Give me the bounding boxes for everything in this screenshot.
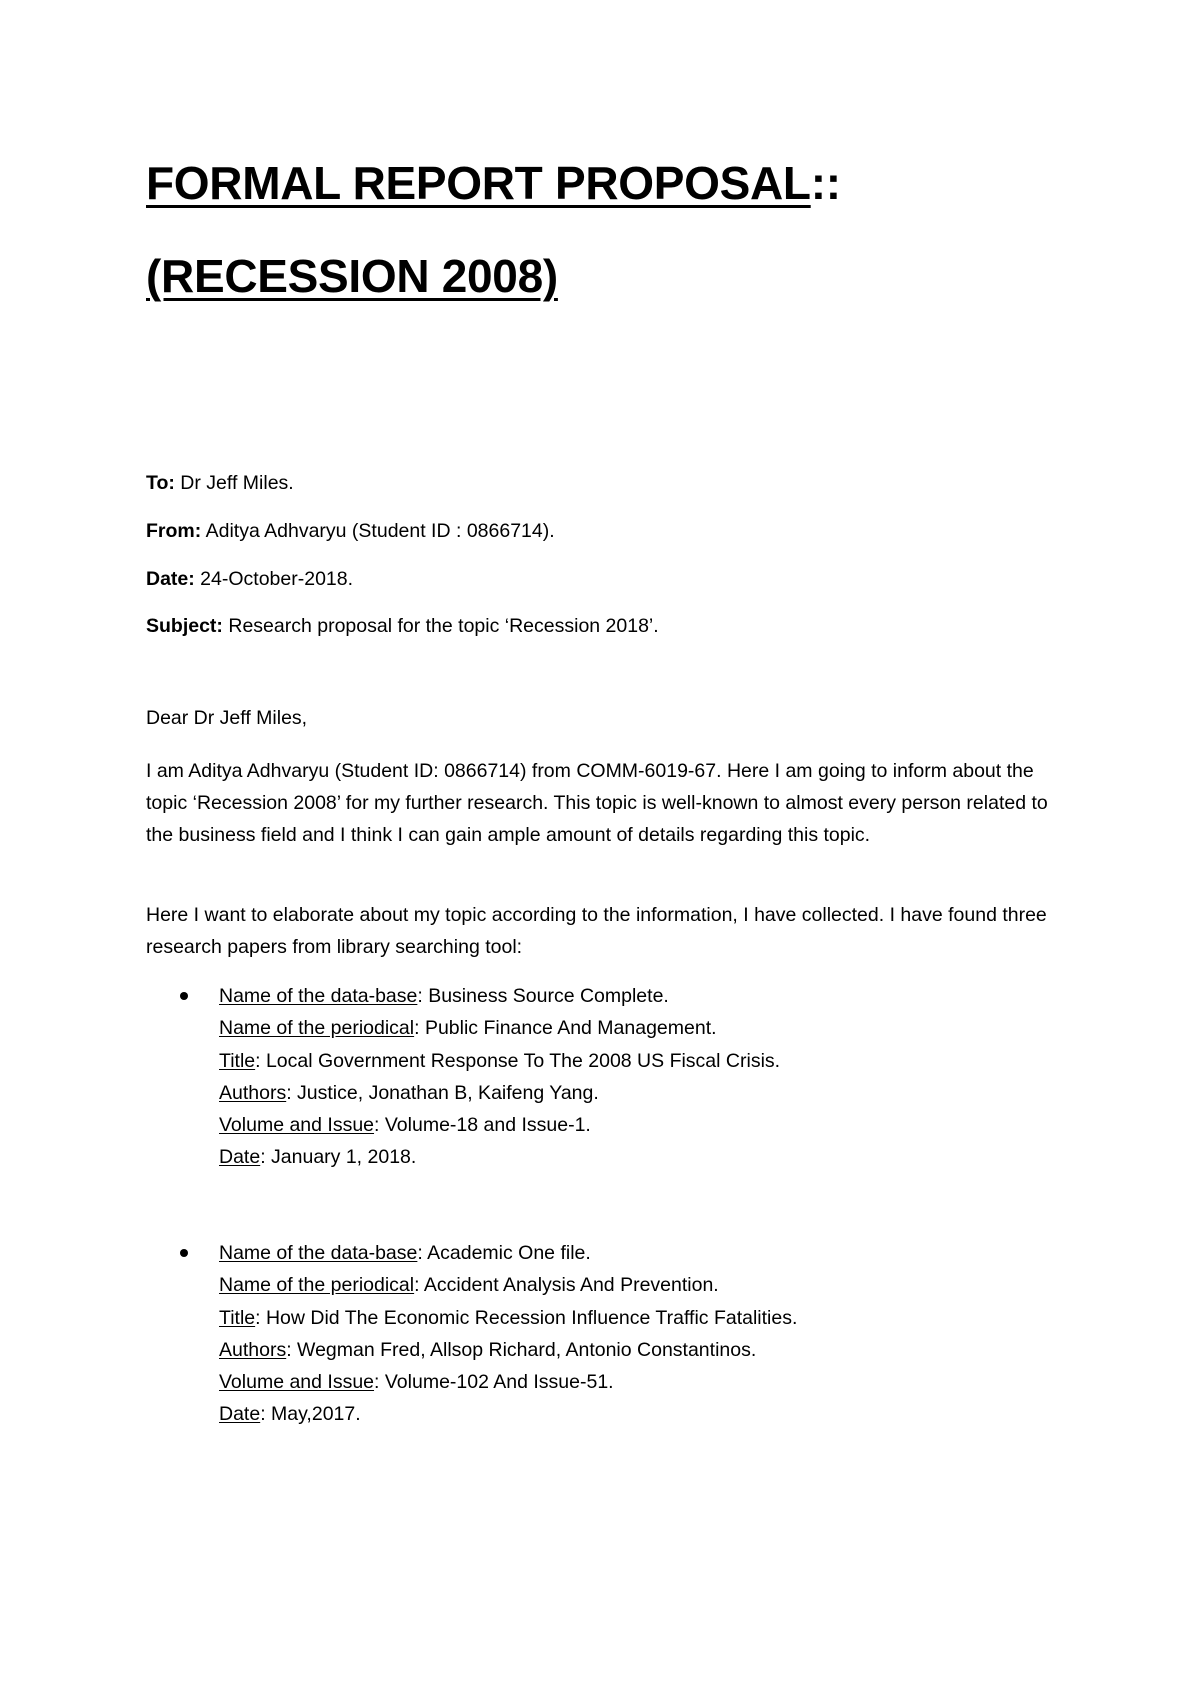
report-title-line-1 <box>146 157 841 209</box>
memo-from-value: Aditya Adhvaryu (Student ID : 0866714). <box>201 520 555 542</box>
reference-periodical-value: : Accident Analysis And Prevention. <box>414 1274 719 1297</box>
reference-periodical-value: : Public Finance And Management. <box>414 1017 717 1040</box>
reference-volume-label: Volume and Issue <box>219 1114 375 1137</box>
reference-authors-label: Authors <box>219 1338 287 1361</box>
reference-volume <box>219 1366 1066 1398</box>
report-title-line-2 <box>146 250 558 302</box>
memo-from <box>146 522 555 542</box>
reference-volume-value: : Volume-18 and Issue-1. <box>374 1114 591 1137</box>
memo-date-value: 24-October-2018. <box>194 568 354 590</box>
reference-title <box>219 1045 1066 1077</box>
letter-paragraph-2: Here I want to elaborate about my topic according to the information, I have collected. I have found three research papers from library searching tool: <box>146 904 1047 958</box>
reference-volume <box>219 1109 1066 1141</box>
reference-date <box>219 1398 1066 1430</box>
bullet-icon <box>180 1249 188 1257</box>
reference-authors-value: : Justice, Jonathan B, Kaifeng Yang. <box>286 1081 599 1104</box>
reference-database-value: : Academic One file. <box>417 1242 591 1264</box>
reference-title-value: : How Did The Economic Recession Influence Traffic Fatalities. <box>255 1306 798 1329</box>
reference-periodical <box>219 1269 1066 1301</box>
reference-authors-value: : Wegman Fred, Allsop Richard, Antonio Constantinos. <box>286 1338 757 1361</box>
memo-subject-value: Research proposal for the topic ‘Recession 2018’. <box>222 615 659 637</box>
reference-periodical-label: Name of the periodical <box>219 1274 415 1297</box>
memo-date <box>146 570 353 590</box>
reference-item <box>146 1237 1066 1431</box>
reference-date <box>219 1141 1066 1173</box>
reference-title-label: Title <box>219 1306 256 1329</box>
memo-subject <box>146 617 659 637</box>
reference-authors <box>219 1334 1066 1366</box>
reference-date-label: Date <box>219 1403 261 1426</box>
reference-date-value: : January 1, 2018. <box>260 1146 417 1169</box>
reference-database-label: Name of the data-base <box>219 985 418 1007</box>
report-title-topic: (RECESSION 2008) <box>146 250 558 302</box>
reference-item <box>146 980 1066 1174</box>
memo-to-label: To: <box>146 472 175 494</box>
memo-to <box>146 474 294 494</box>
reference-date-label: Date <box>219 1146 261 1169</box>
report-title-main: FORMAL REPORT PROPOSAL <box>146 157 811 209</box>
memo-date-label: Date: <box>146 568 195 590</box>
memo-to-value: Dr Jeff Miles. <box>174 472 294 494</box>
letter-salutation: Dear Dr Jeff Miles, <box>146 707 308 729</box>
letter-paragraph-1: I am Aditya Adhvaryu (Student ID: 0866714) from COMM-6019-67. Here I am going to inform about the topic ‘Recession 2008’ for my further research. This topic is well-known to almost every person related to the business field and I think I can gain ample amount of details regarding this topic. <box>146 760 1048 846</box>
memo-subject-label: Subject: <box>146 615 223 637</box>
reference-database <box>219 1237 1066 1269</box>
memo-from-label: From: <box>146 520 202 542</box>
reference-title-label: Title <box>219 1049 256 1072</box>
reference-database <box>219 980 1066 1012</box>
reference-database-value: : Business Source Complete. <box>417 985 669 1007</box>
bullet-icon <box>180 992 188 1000</box>
report-title-suffix: :: <box>810 157 841 209</box>
reference-title-value: : Local Government Response To The 2008 US Fiscal Crisis. <box>255 1049 781 1072</box>
reference-database-label: Name of the data-base <box>219 1242 418 1264</box>
reference-date-value: : May,2017. <box>260 1403 361 1426</box>
reference-volume-value: : Volume-102 And Issue-51. <box>374 1371 614 1394</box>
reference-authors-label: Authors <box>219 1081 287 1104</box>
reference-volume-label: Volume and Issue <box>219 1371 375 1394</box>
reference-authors <box>219 1077 1066 1109</box>
reference-title <box>219 1302 1066 1334</box>
reference-periodical-label: Name of the periodical <box>219 1017 415 1040</box>
reference-periodical <box>219 1012 1066 1044</box>
